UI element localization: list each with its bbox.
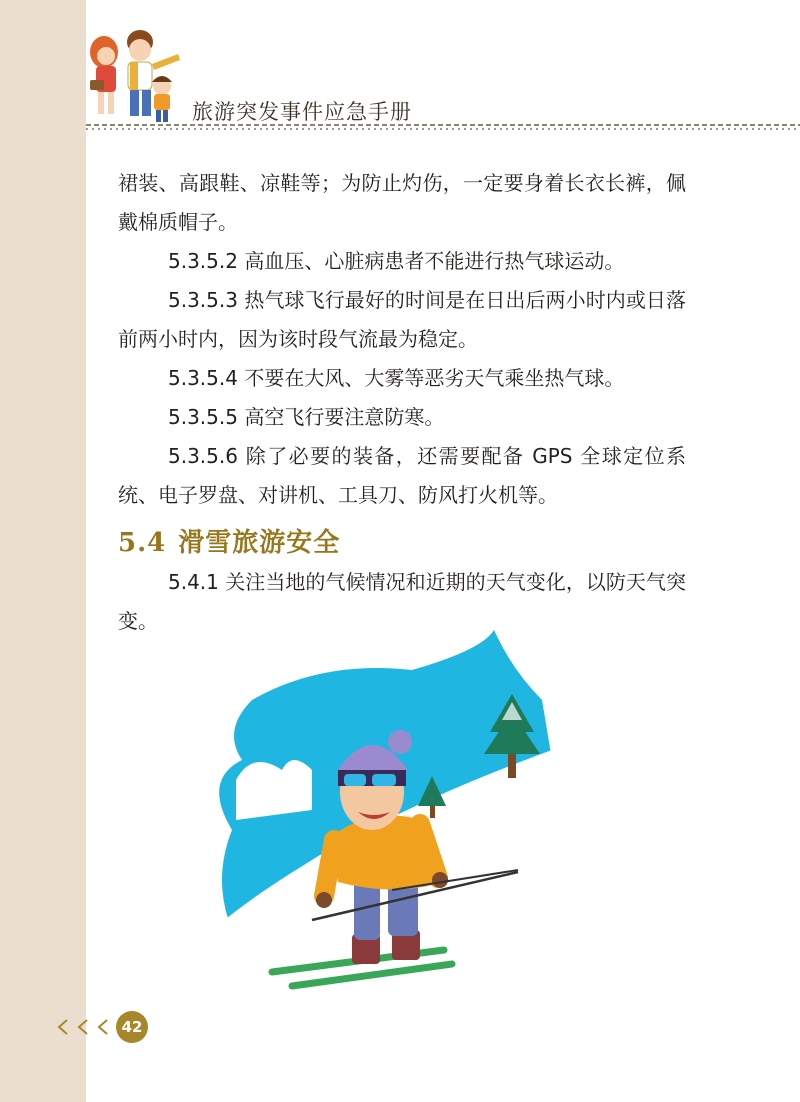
chevron-left-icon — [74, 1017, 94, 1037]
paragraph-5-3-5-4: 5.3.5.4 不要在大风、大雾等恶劣天气乘坐热气球。 — [168, 366, 625, 390]
family-travelers-illustration — [82, 20, 192, 130]
header-dashed-rule — [86, 120, 800, 134]
section-number: 5.4 — [118, 528, 167, 558]
paragraph-5-3-5-6: 5.3.5.6 除了必要的装备，还需要配备 GPS 全球定位系统、电子罗盘、对讲机、工具刀、防风打火机等。 — [118, 444, 686, 507]
page-number: 42 — [116, 1011, 148, 1043]
section-heading — [118, 523, 686, 563]
page-body — [118, 164, 686, 641]
paragraph-continued: 裙装、高跟鞋、凉鞋等；为防止灼伤，一定要身着长衣长裤，佩戴棉质帽子。 — [118, 171, 686, 234]
section-title: 滑雪旅游安全 — [178, 528, 341, 558]
side-band — [0, 0, 86, 1102]
chevron-left-icon — [94, 1017, 114, 1037]
paragraph-5-3-5-3: 5.3.5.3 热气球飞行最好的时间是在日出后两小时内或日落前两小时内，因为该时段气流最为稳定。 — [118, 288, 686, 351]
book-title: 旅游突发事件应急手册 — [192, 100, 412, 124]
chevron-left-icon — [54, 1017, 74, 1037]
paragraph-5-3-5-2: 5.3.5.2 高血压、心脏病患者不能进行热气球运动。 — [168, 249, 625, 273]
page-footer-nav — [54, 1010, 148, 1044]
skier-illustration — [212, 630, 572, 1000]
paragraph-5-3-5-5: 5.3.5.5 高空飞行要注意防寒。 — [168, 405, 445, 429]
paragraph-5-4-1: 5.4.1 关注当地的气候情况和近期的天气变化，以防天气突变。 — [118, 570, 686, 633]
